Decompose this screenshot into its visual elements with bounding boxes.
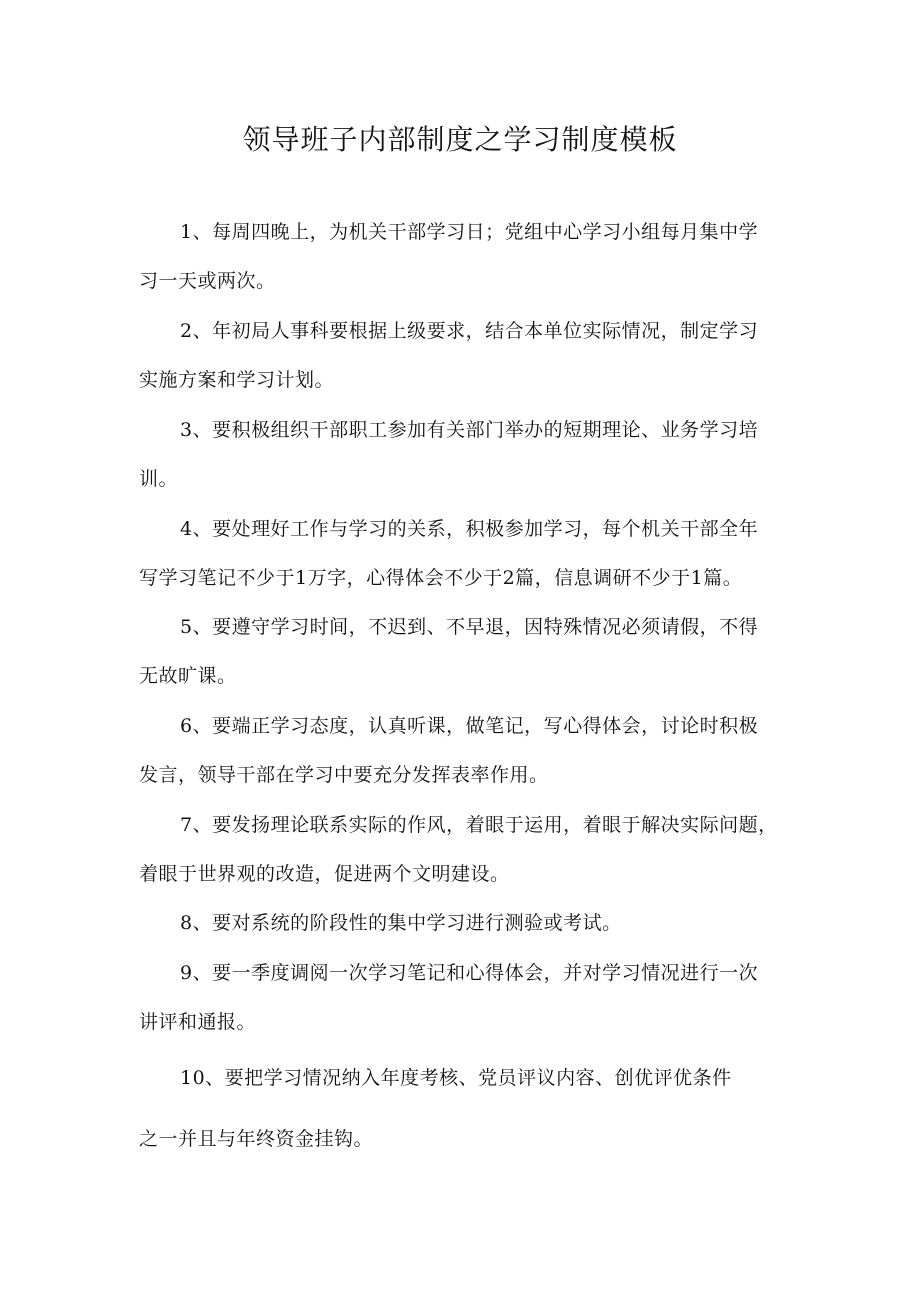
document-title: 领导班子内部制度之学习制度模板 <box>242 123 678 156</box>
item-4-line-2: 写学习笔记不少于1万字，心得体会不少于2篇，信息调研不少于1篇。 <box>139 567 743 589</box>
item-6-line-2: 发言，领导干部在学习中要充分发挥表率作用。 <box>139 764 549 786</box>
item-6-line-1: 6、要端正学习态度，认真听课，做笔记，写心得体会，讨论时积极 <box>180 715 759 737</box>
item-8-line-1: 8、要对系统的阶段性的集中学习进行测验或考试。 <box>180 912 622 934</box>
item-9-line-1: 9、要一季度调阅一次学习笔记和心得体会，并对学习情况进行一次 <box>180 962 759 984</box>
item-10-line-1: 10、要把学习情况纳入年度考核、党员评议内容、创优评优条件 <box>180 1067 732 1089</box>
item-5-line-2: 无故旷课。 <box>139 665 237 687</box>
item-3-line-2: 训。 <box>139 468 179 490</box>
item-2-line-1: 2、年初局人事科要根据上级要求，结合本单位实际情况，制定学习 <box>180 320 759 342</box>
item-10-line-2: 之一并且与年终资金挂钩。 <box>139 1128 374 1150</box>
item-5-line-1: 5、要遵守学习时间，不迟到、不早退，因特殊情况必须请假，不得 <box>180 616 759 638</box>
item-2-line-2: 实施方案和学习计划。 <box>139 369 335 391</box>
item-4-line-1: 4、要处理好工作与学习的关系，积极参加学习，每个机关干部全年 <box>180 518 759 540</box>
item-9-line-2: 讲评和通报。 <box>139 1011 257 1033</box>
item-7-line-1: 7、要发扬理论联系实际的作风，着眼于运用，着眼于解决实际问题， <box>180 814 778 836</box>
item-1-line-1: 1、每周四晚上，为机关干部学习日；党组中心学习小组每月集中学 <box>180 221 759 243</box>
item-7-line-2: 着眼于世界观的改造，促进两个文明建设。 <box>139 863 510 885</box>
item-3-line-1: 3、要积极组织干部职工参加有关部门举办的短期理论、业务学习培 <box>180 419 759 441</box>
item-1-line-2: 习一天或两次。 <box>139 270 276 292</box>
